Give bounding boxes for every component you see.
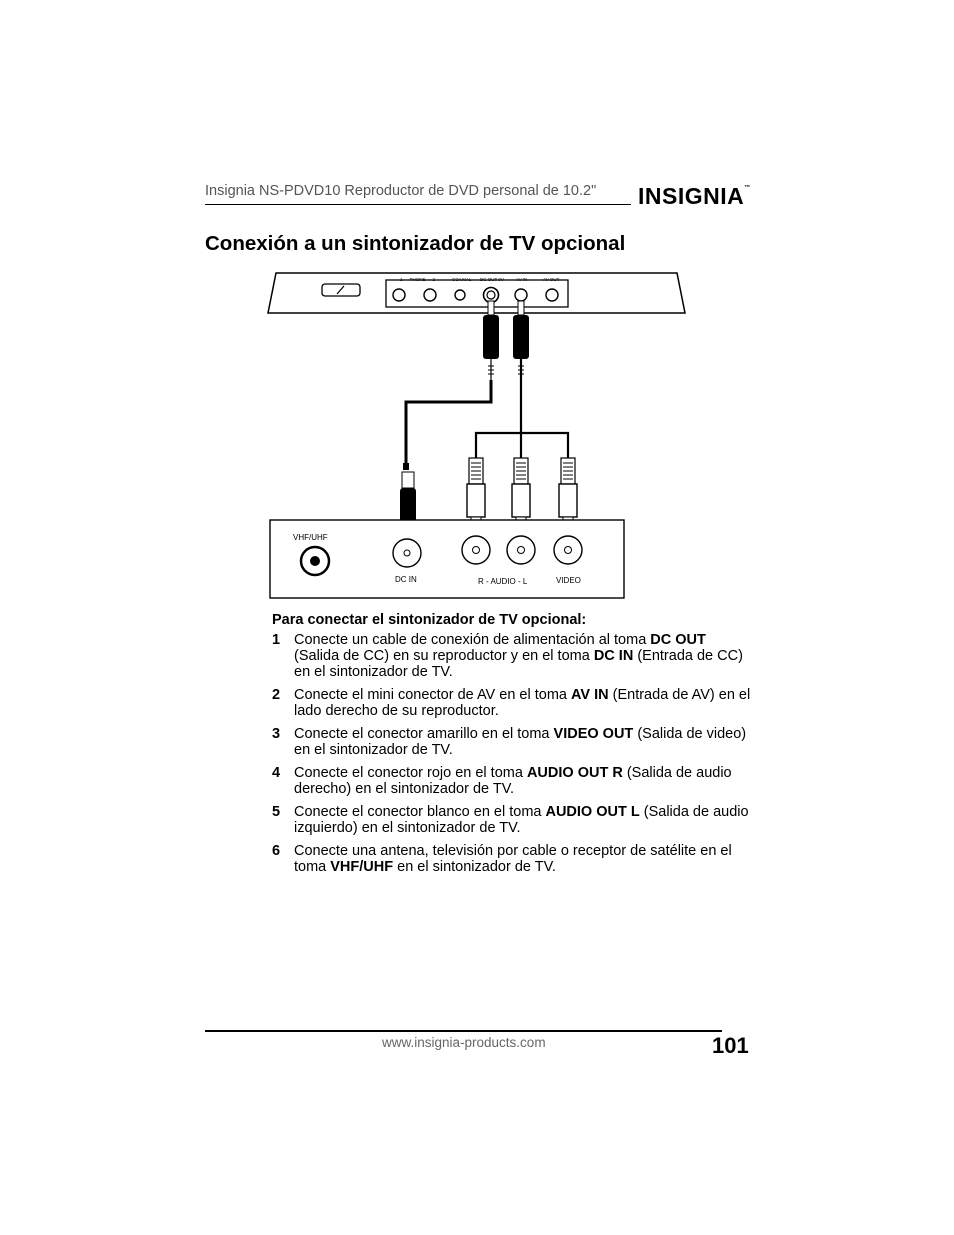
step-text: (Entrada de CC) en el sintonizador de TV. xyxy=(294,648,743,680)
tuner-label-audio: R - AUDIO - L xyxy=(478,577,528,586)
step-5 xyxy=(272,804,752,836)
logo-text: INSIGNIA xyxy=(638,183,745,209)
step-number: 2 xyxy=(272,687,281,703)
player-jack-panel xyxy=(386,280,568,307)
header-rule xyxy=(205,204,631,205)
tuner-label-dc-in: DC IN xyxy=(395,575,417,584)
instructions-intro: Para conectar el sintonizador de TV opcional: xyxy=(272,612,587,628)
step-text: Conecte el conector amarillo en el toma xyxy=(294,726,554,742)
player-label-phone: 1 — PHONE — 2 xyxy=(400,277,436,282)
phone1-jack xyxy=(393,289,405,301)
running-header: Insignia NS-PDVD10 Reproductor de DVD personal de 10.2" xyxy=(205,183,597,199)
step-emphasis: AUDIO OUT R xyxy=(526,765,623,781)
step-emphasis: VIDEO OUT xyxy=(553,726,634,742)
player-label-dcout: DC OUT 9V xyxy=(480,277,504,282)
step-text: Conecte el mini conector de AV en el toma xyxy=(294,687,571,703)
tuner-label-video: VIDEO xyxy=(556,576,581,585)
logo-trademark: ™ xyxy=(744,185,751,191)
av-out-jack xyxy=(546,289,558,301)
step-text: (Salida de video) en el sintonizador de TV. xyxy=(294,726,747,758)
step-emphasis: DC IN xyxy=(593,648,634,664)
step-text: (Salida de audio derecho) en el sintonizador de TV. xyxy=(294,765,732,797)
step-text: Conecte el conector rojo en el toma xyxy=(294,765,527,781)
footer-url: www.insignia-products.com xyxy=(382,1035,546,1050)
player-label-avout: AV OUT xyxy=(543,277,560,282)
step-emphasis: DC OUT xyxy=(650,632,706,648)
tuner-label-vhf-uhf: VHF/UHF xyxy=(293,533,328,542)
step-6 xyxy=(272,843,752,875)
step-number: 6 xyxy=(272,843,281,859)
step-emphasis: AV IN xyxy=(571,687,609,703)
step-emphasis: AUDIO OUT L xyxy=(545,804,640,820)
step-text: (Salida de audio izquierdo) en el sintonizador de TV. xyxy=(294,804,749,836)
step-number: 1 xyxy=(272,632,281,648)
step-text: Conecte el conector blanco en el toma xyxy=(294,804,546,820)
step-1 xyxy=(272,632,752,680)
step-text: Conecte una antena, televisión por cable o receptor de satélite en el toma xyxy=(294,843,732,875)
player-label-avin: AV IN xyxy=(516,277,528,282)
step-text: (Salida de CC) en su reproductor y en el toma xyxy=(294,648,594,664)
player-label-coaxial: COAXIAL xyxy=(452,277,472,282)
step-text: (Entrada de AV) en el lado derecho de su reproductor. xyxy=(294,687,751,719)
step-emphasis: VHF/UHF xyxy=(330,859,394,875)
step-number: 3 xyxy=(272,726,281,742)
step-number: 5 xyxy=(272,804,281,820)
phone2-jack xyxy=(424,289,436,301)
page-number: 101 xyxy=(712,1033,749,1058)
instruction-steps xyxy=(272,632,752,875)
step-4 xyxy=(272,765,752,797)
step-2 xyxy=(272,687,752,719)
page-title: Conexión a un sintonizador de TV opcional xyxy=(205,232,626,255)
footer-rule xyxy=(205,1030,722,1032)
step-number: 4 xyxy=(272,765,281,781)
av-in-jack xyxy=(515,289,527,301)
coaxial-jack xyxy=(455,290,465,300)
connection-diagram xyxy=(262,268,692,603)
step-text: en el sintonizador de TV. xyxy=(393,859,556,875)
step-text: Conecte un cable de conexión de alimentación al toma xyxy=(294,632,651,648)
step-3 xyxy=(272,726,752,758)
instructions-section xyxy=(272,612,752,882)
insignia-logo xyxy=(638,183,751,210)
